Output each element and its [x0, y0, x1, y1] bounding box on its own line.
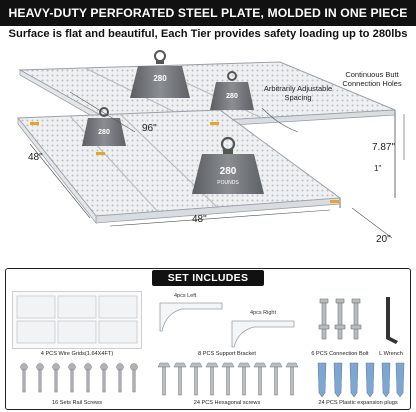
svg-text:POUNDS: POUNDS: [217, 180, 239, 186]
l-wrench-caption: L Wrench: [379, 351, 403, 357]
svg-text:280: 280: [98, 129, 110, 136]
connection-bolt-image: [312, 295, 368, 349]
bracket-icon: [152, 291, 302, 349]
note-spacing: Arbitrarily Adjustable Spacing: [263, 84, 333, 102]
support-bracket-image: [152, 291, 302, 349]
hex-screw-icon: [152, 361, 302, 399]
l-wrench-image: [378, 291, 406, 349]
plug-icon: [312, 361, 408, 399]
dim-787: 7.87": [372, 142, 396, 153]
subtitle: Surface is flat and beautiful, Each Tier provides safety loading up to 280lbs: [8, 28, 408, 40]
expansion-plugs-image: [312, 361, 408, 399]
rail-screws-caption: 16 Sets Rail Screws: [51, 400, 103, 406]
wrench-icon: [378, 291, 406, 349]
set-includes-title: SET INCLUDES: [152, 270, 265, 286]
bottom-shelf: [18, 110, 340, 216]
wire-grids-image: [12, 291, 142, 349]
hex-screws-caption: 24 PCS Hexagonal screws: [193, 400, 261, 406]
rail-screws-image: [12, 361, 142, 399]
dim-48-bottom: 48": [192, 214, 207, 225]
title-bar: [0, 0, 416, 26]
dim-48-left: 48": [28, 152, 43, 163]
note-holes: Continuous Butt Connection Holes: [342, 70, 402, 88]
wire-grid-icon: [13, 292, 141, 348]
svg-text:280: 280: [153, 74, 167, 83]
svg-text:280: 280: [219, 166, 237, 177]
svg-text:280: 280: [226, 93, 238, 100]
set-includes-header: [6, 269, 410, 287]
shelf-illustration: [0, 48, 416, 264]
dim-96: 96": [142, 123, 157, 134]
connection-bolt-caption: 6 PCS Connection Bolt: [311, 351, 369, 357]
rail-screw-icon: [12, 361, 142, 399]
bracket-left-label: 4pcs Left: [174, 293, 197, 299]
wire-grids-caption: 4 PCS Wire Grids(1.64X4FT): [40, 351, 114, 357]
set-includes-panel: [5, 268, 411, 410]
page-title: HEAVY-DUTY PERFORATED STEEL PLATE, MOLDED IN ONE PIECE: [8, 6, 408, 20]
expansion-plugs-caption: 24 PCS Plastic expansion plugs: [318, 400, 398, 406]
weight-icon-1: [130, 51, 190, 98]
dim-1: 1": [374, 164, 382, 173]
bolt-icon: [312, 295, 368, 349]
hex-screws-image: [152, 361, 302, 399]
support-bracket-caption: 8 PCS Support Bracket: [198, 351, 256, 357]
bracket-right-label: 4pcs Right: [250, 310, 276, 316]
dim-20: 20": [376, 234, 391, 245]
